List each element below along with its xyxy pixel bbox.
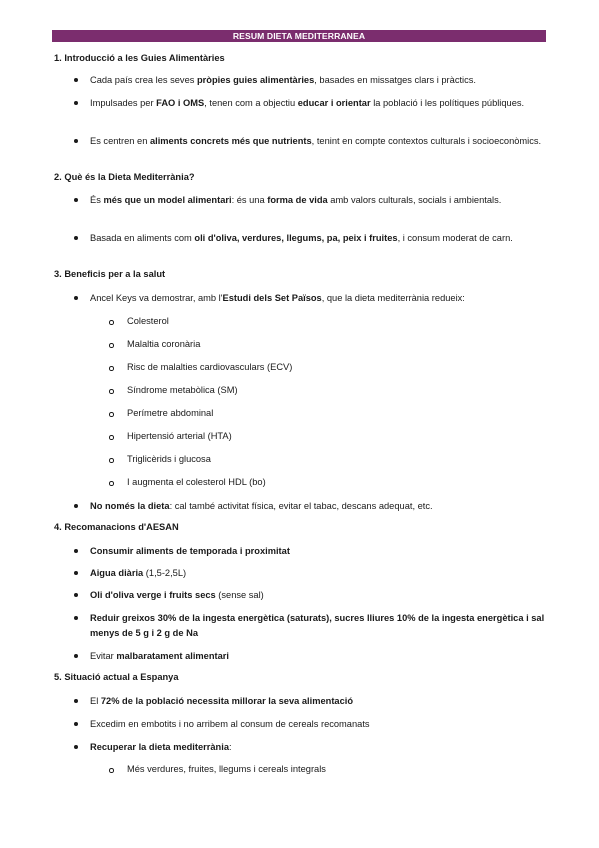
bullet-dot <box>74 292 80 304</box>
list-item: Impulsades per FAO i OMS, tenen com a objectiu educar i orientar la població i les polítiques públiques. <box>90 98 525 108</box>
bullet-dot <box>74 135 80 147</box>
sub-bullet-circle <box>109 477 114 489</box>
sub-bullet-circle <box>109 339 114 351</box>
bullet-dot <box>74 74 80 86</box>
section-heading-3: 3. Beneficis per a la salut <box>54 269 166 279</box>
sub-list-item: Triglicèrids i glucosa <box>127 454 211 464</box>
sub-bullet-circle <box>109 454 114 466</box>
sub-bullet-circle <box>109 385 114 397</box>
list-item: Ancel Keys va demostrar, amb l'Estudi dels Set Països, que la dieta mediterrània redueix: <box>90 293 465 303</box>
bullet-dot <box>74 567 80 579</box>
document-title: RESUM DIETA MEDITERRANEA <box>232 31 366 41</box>
list-item: Es centren en aliments concrets més que nutrients, tenint en compte contextos culturals i socioeconòmics. <box>90 136 542 146</box>
bullet-dot <box>74 612 80 624</box>
sub-bullet-circle <box>109 316 114 328</box>
list-item: És més que un model alimentari: és una forma de vida amb valors culturals, socials i ambientals. <box>90 195 502 205</box>
bullet-dot <box>74 194 80 206</box>
list-item: Cada país crea les seves pròpies guies alimentàries, basades en missatges clars i pràctics. <box>90 75 476 85</box>
section-heading-5: 5. Situació actual a Espanya <box>54 672 179 682</box>
list-item: Aigua diària (1,5-2,5L) <box>90 568 187 578</box>
sub-list-item: Síndrome metabòlica (SM) <box>127 385 238 395</box>
bullet-dot <box>74 500 80 512</box>
list-item: Oli d'oliva verge i fruits secs (sense sal) <box>90 590 264 600</box>
list-item: El 72% de la població necessita millorar la seva alimentació <box>90 696 354 706</box>
list-item: Evitar malbaratament alimentari <box>90 651 229 661</box>
sub-bullet-circle <box>109 362 114 374</box>
sub-bullet-circle <box>109 431 114 443</box>
list-item: Reduir greixos 30% de la ingesta energètica (saturats), sucres lliures 10% de la ingesta energètica i sal menys de 5 g i 2 g de Na <box>90 613 545 638</box>
sub-bullet-circle <box>109 408 114 420</box>
sub-list-item: Colesterol <box>127 316 169 326</box>
bullet-dot <box>74 545 80 557</box>
sub-bullet-circle <box>109 764 114 776</box>
list-item: Consumir aliments de temporada i proximitat <box>90 546 290 556</box>
sub-list-item: Més verdures, fruites, llegums i cereals integrals <box>127 764 326 774</box>
section-heading-1: 1. Introducció a les Guies Alimentàries <box>54 53 225 63</box>
section-heading-4: 4. Recomanacions d'AESAN <box>54 522 179 532</box>
sub-list-item: Hipertensió arterial (HTA) <box>127 431 232 441</box>
section-heading-2: 2. Què és la Dieta Mediterrània? <box>54 172 195 182</box>
sub-list-item: Perímetre abdominal <box>127 408 214 418</box>
bullet-dot <box>74 695 80 707</box>
sub-list-item: Malaltia coronària <box>127 339 201 349</box>
bullet-dot <box>74 589 80 601</box>
sub-list-item: Risc de malalties cardiovasculars (ECV) <box>127 362 293 372</box>
list-item: No només la dieta: cal també activitat física, evitar el tabac, descans adequat, etc. <box>90 501 433 511</box>
bullet-dot <box>74 741 80 753</box>
bullet-dot <box>74 232 80 244</box>
sub-list-item: I augmenta el colesterol HDL (bo) <box>127 477 266 487</box>
bullet-dot <box>74 97 80 109</box>
bullet-dot <box>74 718 80 730</box>
bullet-dot <box>74 650 80 662</box>
list-item: Excedim en embotits i no arribem al consum de cereals recomanats <box>90 719 370 729</box>
list-item: Recuperar la dieta mediterrània: <box>90 742 232 752</box>
list-item: Basada en aliments com oli d'oliva, verdures, llegums, pa, peix i fruites, i consum moderat de carn. <box>90 233 513 243</box>
